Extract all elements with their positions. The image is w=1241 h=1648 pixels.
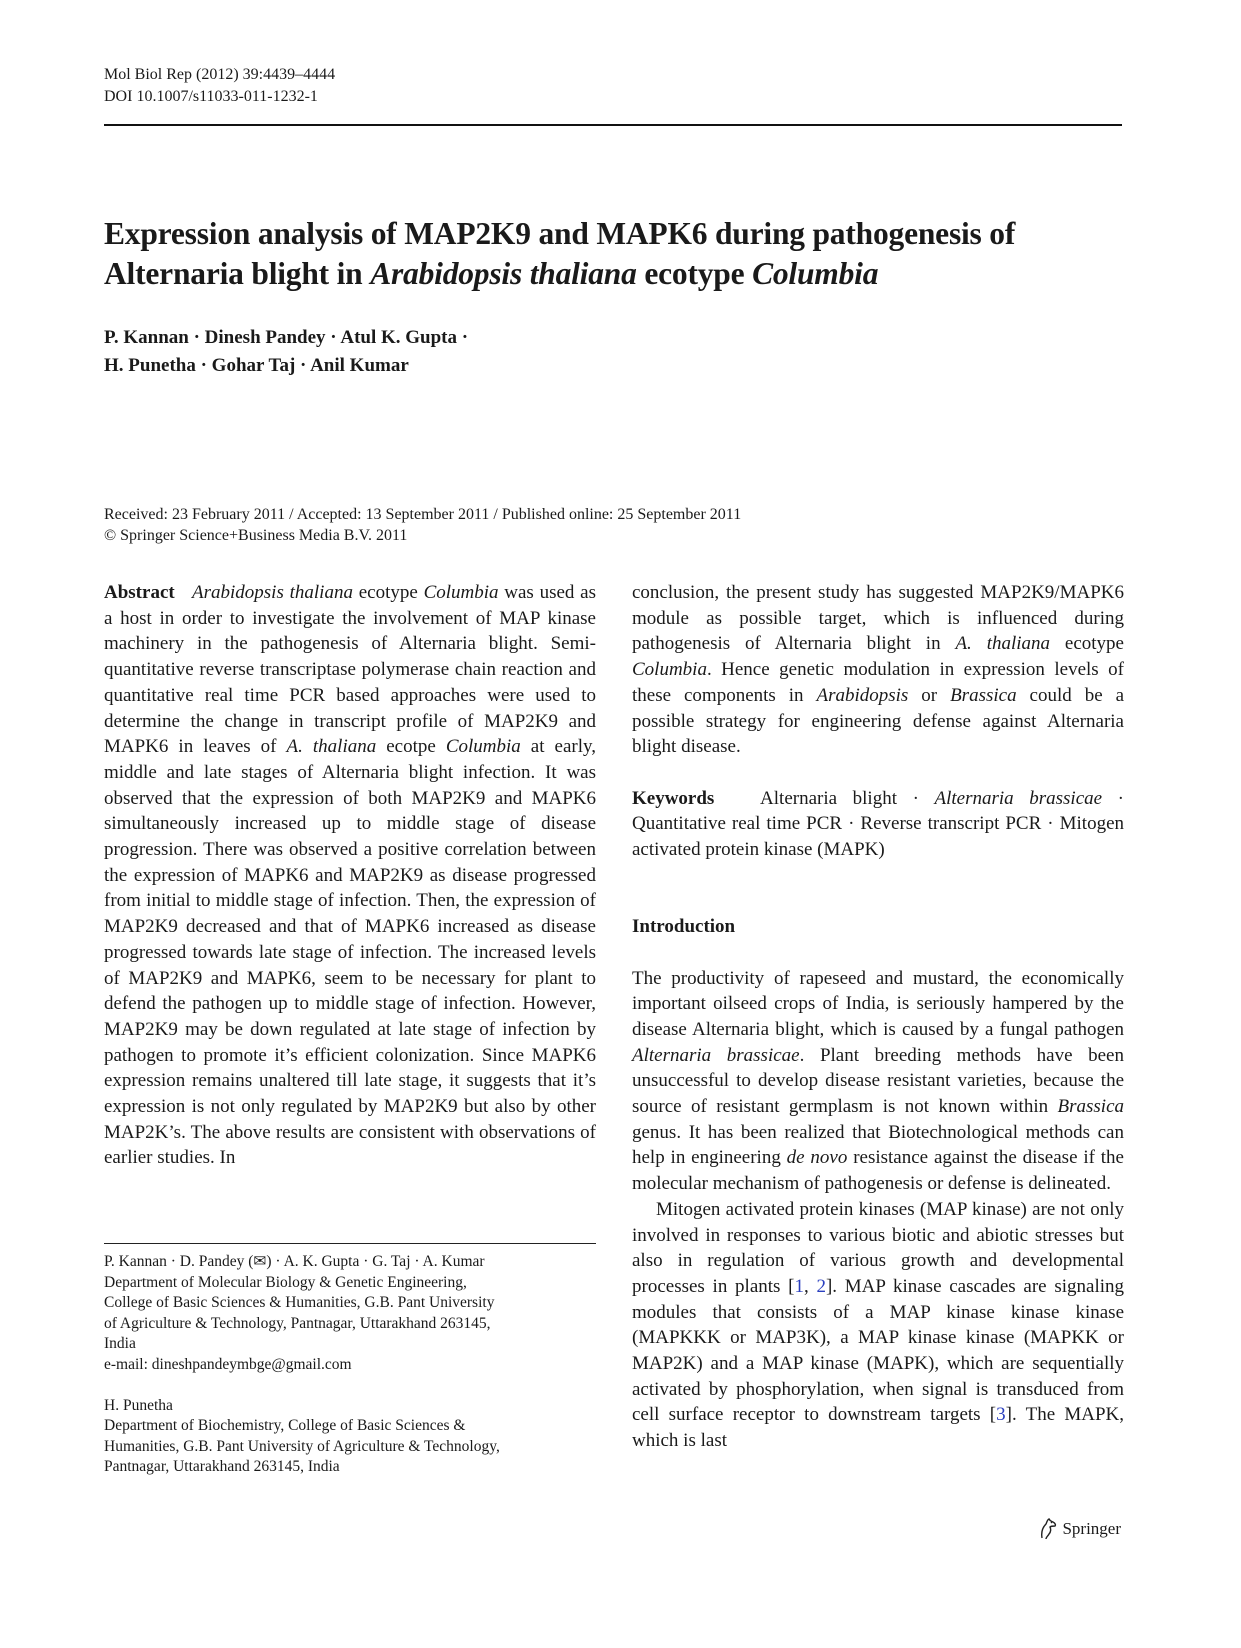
section-heading-introduction: Introduction [632,916,736,938]
abstract: Abstract Arabidopsis thaliana ecotype Columbia was used as a host in order to investigate the involvement of MAP kinase machinery in the pathogenesis of Alternaria blight. Semi-quantitative reverse transcriptase polymerase chain reaction and quantitative real time PCR based approaches were used to determine the change in transcript profile of MAP2K9 and MAPK6 in leaves of A. thaliana ecotpe Columbia at early, middle and late stages of Alternaria blight infection. It was observed that the expression of both MAP2K9 and MAPK6 simultaneously increased up to middle stage of disease progression. There was observed a positive correlation between the expression of MAPK6 and MAP2K9 as disease progressed from initial to middle stage of infection. Then, the expression of MAP2K9 decreased and that of MAPK6 increased as disease progressed towards late stage of infection. The increased levels of MAP2K9 and MAPK6, seem to be necessary for plant to defend the pathogen up to middle stage of infection. However, MAP2K9 may be down regulated at late stage of infection by pathogen to promote it’s efficient colonization. Since MAPK6 expression remains unaltered till late stage, it suggests that it’s expression is not only regulated by MAP2K9 but also by other MAP2K’s. The above results are consistent with observations of earlier studies. In [104,582,597,1169]
abstract-label: Abstract [104,582,175,603]
citation-link-1[interactable]: 1 [794,1275,804,1297]
affiliation-2-line-1: Department of Biochemistry, College of Basic Sciences & [104,1417,466,1435]
affiliation-country: India [104,1335,136,1353]
right-column [632,580,1124,1454]
publication-history [104,504,741,546]
author-line-2: H. Punetha · Gohar Taj · Anil Kumar [104,355,409,376]
doi: DOI 10.1007/s11033-011-1232-1 [104,88,318,105]
springer-horse-icon [1038,1518,1058,1540]
left-column [104,580,596,1171]
affiliation-2-line-2: Humanities, G.B. Pant University of Agriculture & Technology, [104,1437,500,1455]
author-line-1: P. Kannan · Dinesh Pandey · Atul K. Gupta · [104,327,469,348]
corresponding-email: e-mail: dineshpandeymbge@gmail.com [104,1355,352,1373]
footnote-rule [104,1243,596,1244]
affiliation-authors: P. Kannan · D. Pandey (✉) · A. K. Gupta · G. Taj · A. Kumar [104,1253,485,1270]
paper-title: Expression analysis of MAP2K9 and MAPK6 during pathogenesis of Alternaria blight in Arabidopsis thaliana ecotype Columbia [104,216,1016,291]
publisher-logo [1038,1518,1121,1540]
affiliation-university: of Agriculture & Technology, Pantnagar, Uttarakhand 263145, [104,1314,491,1332]
date-history: Received: 23 February 2011 / Accepted: 13 September 2011 / Published online: 25 September 2011 [104,506,742,523]
abstract-continued: conclusion, the present study has suggested MAP2K9/MAPK6 module as possible target, which is influenced during pathogenesis of Alternaria blight in A. thaliana ecotype Columbia. Hence genetic modulation in expression levels of these components in Arabidopsis or Brassica could be a possible strategy for engineering defense against Alternaria blight disease. [632,582,1125,758]
citation-link-3[interactable]: 3 [996,1404,1006,1426]
intro-paragraph-1: The productivity of rapeseed and mustard, the economically important oilseed crops of India, is seriously hampered by the disease Alternaria blight, which is caused by a fungal pathogen Alternaria brassicae. Plant breeding methods have been unsuccessful to develop disease resistant varieties, because the source of resistant germplasm is not known within Brassica genus. It has been realized that Biotechnological methods can help in engineering de novo resistance against the disease if the molecular mechanism of pathogenesis or defense is delineated. [632,967,1124,1195]
intro-paragraph-2: Mitogen activated protein kinases (MAP kinase) are not only involved in responses to various biotic and abiotic stresses but also in regulation of various growth and developmental processes in plants [1, 2]. MAP kinase cascades are signaling modules that consists of a MAP kinase kinase kinase (MAPKKK or MAP3K), a MAP kinase kinase (MAPKK or MAP2K) and a MAP kinase (MAPK), which are sequentially activated by phosphorylation, when signal is transduced from cell surface receptor to downstream targets [3]. The MAPK, which is last [632,1198,1125,1452]
header-rule [104,124,1122,126]
publisher-name: Springer [1062,1519,1121,1538]
affiliation-dept: Department of Molecular Biology & Genetic Engineering, [104,1273,467,1291]
keywords: Keywords Alternaria blight · Alternaria brassicae · Quantitative real time PCR · Reverse transcript PCR · Mitogen activated protein kinase (MAPK) [632,787,1125,861]
journal-header [104,64,335,108]
author-list [104,324,468,380]
affiliation-college: College of Basic Sciences & Humanities, G.B. Pant University [104,1294,495,1312]
keywords-label: Keywords [632,787,715,809]
citation-link-2[interactable]: 2 [816,1275,826,1297]
affiliations [104,1252,596,1478]
copyright: © Springer Science+Business Media B.V. 2011 [104,527,408,544]
journal-citation: Mol Biol Rep (2012) 39:4439–4444 [104,66,336,83]
affiliation-2-line-3: Pantnagar, Uttarakhand 263145, India [104,1458,340,1476]
affiliation-2-author: H. Punetha [104,1396,173,1414]
